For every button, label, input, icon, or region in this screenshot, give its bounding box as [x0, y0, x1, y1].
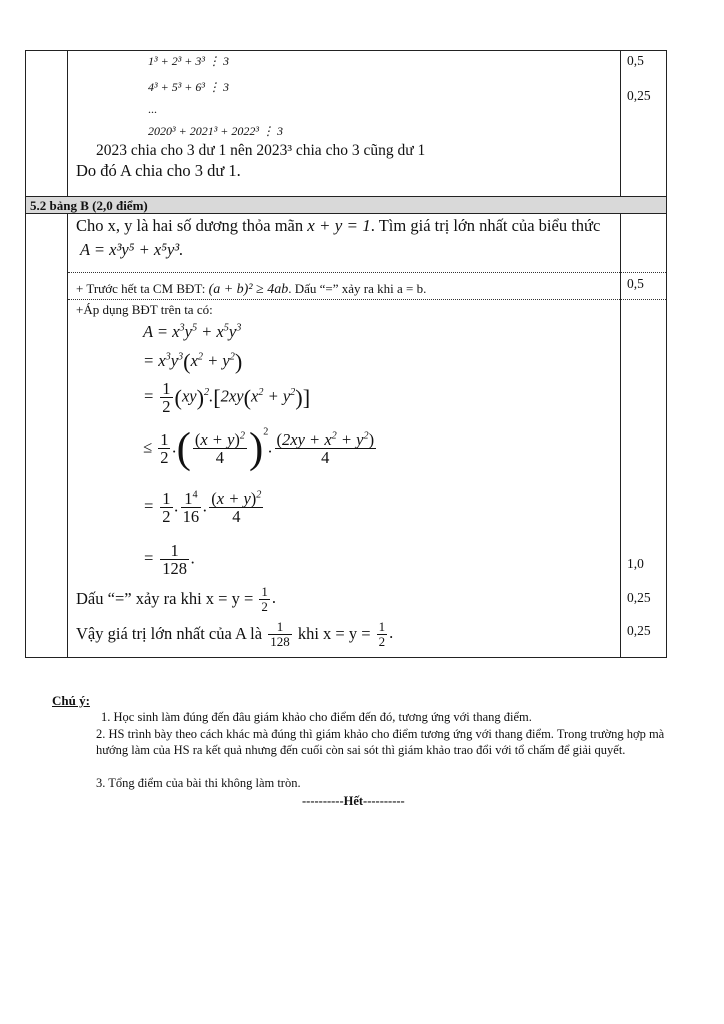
table-bottom-border: [25, 657, 667, 658]
step1-post: . Dấu “=” xảy ra khi a = b.: [288, 281, 427, 296]
equality-line: Dấu “=” xảy ra khi x = y = $\frac{1}{2}$ .: [76, 584, 277, 614]
row-divider-dotted-1: [68, 272, 666, 273]
note-2: 2. HS trình bày theo cách khác mà đúng thì giám khảo cho điểm tương ứng với thang điểm. Trong trường hợp mà hướng làm của HS ra kết quả nhưng đến cuối còn sai sót thì giám khảo trao đổi với tổ chấm để giải quyết.: [96, 727, 665, 757]
score-step1: 0,5: [627, 276, 644, 291]
derivation-line-3: = $\frac{1}{2}$ $(xy)^2.[2xy(x^2 + y^2)]$: [143, 379, 311, 417]
derivation-line-2: = $x^3y^3(x^2 + y^2)$: [143, 349, 243, 374]
col-divider-left-top: [67, 50, 68, 196]
derivation-line-1: $A = x^3y^5 + x^5y^3$: [143, 322, 242, 341]
max-pre: Vậy giá trị lớn nhất của A là: [76, 624, 263, 644]
col-divider-score-2: [620, 213, 621, 658]
max-mid: khi x = y =: [297, 624, 371, 644]
problem-statement: [76, 216, 600, 236]
step1-pre: + Trước hết ta CM BĐT:: [76, 281, 206, 296]
conclusion-text: Do đó A chia cho 3 dư 1.: [76, 161, 241, 180]
problem-pre: Cho x, y là hai số dương thỏa mãn: [76, 216, 304, 235]
max-line: Vậy giá trị lớn nhất của A là $\frac{1}{128}$ khi x = y = $\frac{1}{2}$ .: [76, 619, 394, 649]
end-marker: ----------Hết----------: [302, 794, 405, 808]
equality-text: Dấu “=” xảy ra khi x = y =: [76, 589, 254, 609]
derivation-line-4: ≤ $\frac{1}{2}$ .( $\frac{(x + y)^2}{4}$ )$^2$. $\frac{(2xy + x^2 + y^2)}{4}$: [143, 425, 375, 472]
score-final: 1,0: [627, 556, 644, 571]
sum-line-1: 1³ + 2³ + 3³ ⋮ 3: [148, 54, 229, 68]
derivation-line-5: = $\frac{1}{2}$ . $\frac{1^4}{16}$ . $\frac{(x + y)^2}{4}$: [143, 489, 262, 527]
step2-intro: +Áp dụng BĐT trên ta có:: [76, 302, 213, 317]
table-top-border: [25, 50, 667, 51]
row-divider-dotted-2: [68, 299, 666, 300]
table-left-border: [25, 50, 26, 658]
step1-math: (a + b)² ≥ 4ab: [208, 282, 289, 297]
notes-title: Chú ý:: [52, 693, 90, 708]
col-divider-left-bottom: [67, 213, 68, 658]
note-1: 1. Học sinh làm đúng đến đâu giám khảo cho điểm đến đó, tương ứng với thang điểm.: [101, 710, 532, 724]
problem-post: . Tìm giá trị lớn nhất của biểu thức: [370, 216, 601, 235]
sum-line-last: 2020³ + 2021³ + 2022³ ⋮ 3: [148, 124, 283, 138]
sum-ellipsis: ...: [148, 102, 157, 116]
col-divider-score: [620, 50, 621, 196]
step1-line: [76, 281, 426, 298]
note-3: 3. Tổng điểm của bài thi không làm tròn.: [96, 776, 301, 790]
score-sec1-a: 0,5: [627, 53, 644, 68]
score-equality: 0,25: [627, 590, 651, 605]
sum-line-2: 4³ + 5³ + 6³ ⋮ 3: [148, 80, 229, 94]
problem-expression: A = x³y⁵ + x⁵y³.: [80, 240, 184, 259]
score-sec1-b: 0,25: [627, 88, 651, 103]
score-max: 0,25: [627, 623, 651, 638]
table-right-border: [666, 50, 667, 658]
problem-condition: x + y = 1: [307, 216, 371, 235]
derivation-line-6: = $\frac{1}{128}$ .: [143, 541, 196, 579]
section-header: 5.2 bảng B (2,0 điểm): [30, 198, 148, 213]
remainder-text: 2023 chia cho 3 dư 1 nên 2023³ chia cho 3 cũng dư 1: [96, 142, 426, 159]
